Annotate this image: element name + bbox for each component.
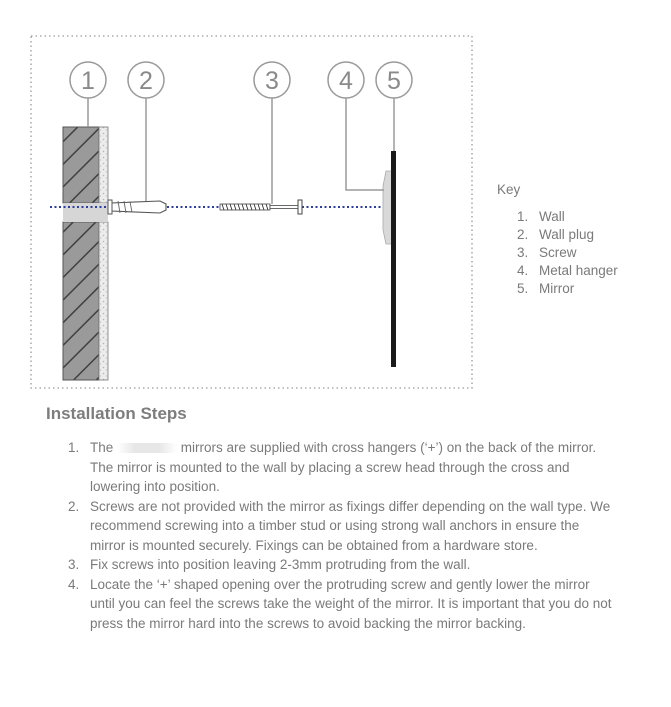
callout-4 (328, 62, 364, 98)
key-item-number: 1. (517, 209, 529, 224)
callout-1 (70, 62, 106, 98)
key-item-label: Screw (539, 245, 577, 260)
steps-title: Installation Steps (46, 404, 187, 423)
redacted-brand (117, 443, 177, 453)
key-item (497, 244, 657, 262)
wall-plug-icon (108, 200, 166, 214)
callout-label: 4 (339, 67, 353, 95)
steps-list (46, 438, 616, 633)
step-number: 4. (68, 576, 80, 592)
step-number: 1. (68, 440, 80, 455)
callout-2 (128, 62, 164, 98)
key-item (497, 280, 657, 298)
key-item (497, 262, 657, 280)
step-text: Fix screws into position leaving 2-3mm protruding from the wall. (90, 557, 471, 572)
key-list (497, 208, 657, 298)
step-item (46, 438, 616, 497)
key-item-number: 4. (517, 263, 529, 278)
step-text-start: The (90, 440, 114, 455)
key-item (497, 226, 657, 244)
step-text: Screws are not provided with the mirror as fixings differ depending on the wall type. We recommend screwing into a timber stud or using strong wall anchors in ensure the mirror is mounted securely. Fixings can be obtained from a hardware store. (90, 498, 611, 553)
leader-lines (88, 98, 394, 204)
key-item-label: Metal hanger (539, 263, 618, 278)
callout-3 (254, 62, 290, 98)
callout-label: 1 (81, 67, 95, 95)
callout-5 (376, 62, 412, 98)
wall-icon (63, 127, 108, 380)
metal-hanger-icon (383, 171, 392, 244)
key-legend (497, 182, 657, 298)
key-item (497, 208, 657, 226)
key-title: Key (497, 182, 521, 197)
key-item-number: 5. (517, 281, 529, 296)
step-item (46, 497, 616, 556)
key-item-label: Wall (539, 209, 565, 224)
step-number: 3. (68, 557, 80, 572)
callout-label: 2 (139, 67, 153, 95)
screw-icon (220, 200, 302, 214)
key-item-label: Wall plug (539, 227, 595, 242)
callout-label: 5 (387, 67, 401, 95)
callout-label: 3 (265, 67, 279, 95)
step-item (46, 575, 616, 634)
mirror-icon (391, 151, 396, 367)
step-number: 2. (68, 498, 80, 514)
step-text: Locate the ‘+’ shaped opening over the protruding screw and gently lower the mirror until you can feel the screws take the weight of the mirror. It is important that you do not press the mirror hard into the screws to avoid backing the mirror backing. (90, 576, 612, 631)
key-item-number: 3. (517, 245, 529, 260)
step-item (46, 555, 616, 575)
step-text-end: mirrors are supplied with cross hangers (‘+’) on the back of the mirror. The mirror is mounted to the wall by placing a screw head through the cross and lowering into position. (90, 440, 597, 494)
key-item-label: Mirror (539, 281, 575, 296)
key-item-number: 2. (517, 227, 529, 242)
installation-steps (46, 404, 616, 633)
